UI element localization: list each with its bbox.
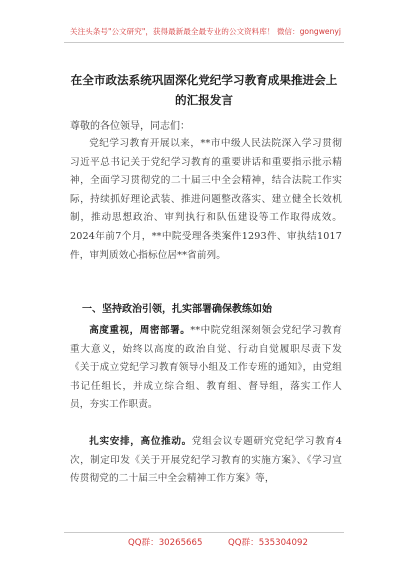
promo-banner: 关注头条号"公文研究"，获得最新最全最专业的公文资料库！ 微信：gongwenyj <box>70 27 342 36</box>
body-paragraph: 党纪学习教育开展以来，**市中级人民法院深入学习贯彻习近平总书记关于党纪学习教育的重要讲话和重要指示批示精神，全面学习贯彻党的二十届三中全会精神，结合法院工作实际，持续抓好理论武装、推进问题整改落实、建立健全长效机制，推动思想政治、审判执行和队伍建设等工作取得成效。2024年前7个月，**中院受理各类案件1293件、审执结1017件，审判质效心指标位居**省前列。 <box>70 138 342 261</box>
body-paragraph <box>70 322 342 415</box>
paragraph-text: 党组会议专题研究党纪学习教育4次，制定印发《关于开展党纪学习教育的实施方案》、《学习宣传贯彻党的二十届三中全会精神工作方案》等， <box>70 436 342 485</box>
paragraph-lead: 扎实安排，高位推动。 <box>89 436 192 447</box>
body-paragraph <box>70 433 342 489</box>
paragraph-lead: 高度重视，周密部署。 <box>89 325 191 336</box>
paragraph-text: **中院党组深刻领会党纪学习教育重大意义，始终以高度的政治自觉、行动自觉履职尽责下发《关于成立党纪学习教育领导小组及工作专班的通知》，由党组书记任组长，并成立综合组、教育组、督导组，落实工作人员，夯实工作职责。 <box>70 325 342 411</box>
footer-divider <box>64 532 344 533</box>
footer-qq-group-right: QQ群：535304092 <box>228 538 308 548</box>
footer-qq-group-left: QQ群：30265665 <box>128 538 203 548</box>
section-heading: 一、坚持政治引领，扎实部署确保教练如始 <box>82 304 272 315</box>
header-divider <box>64 42 344 43</box>
document-title: 在全市政法系统巩固深化党纪学习教育成果推进会上的汇报发言 <box>70 73 338 107</box>
salutation: 尊敬的各位领导，同志们： <box>70 121 190 132</box>
